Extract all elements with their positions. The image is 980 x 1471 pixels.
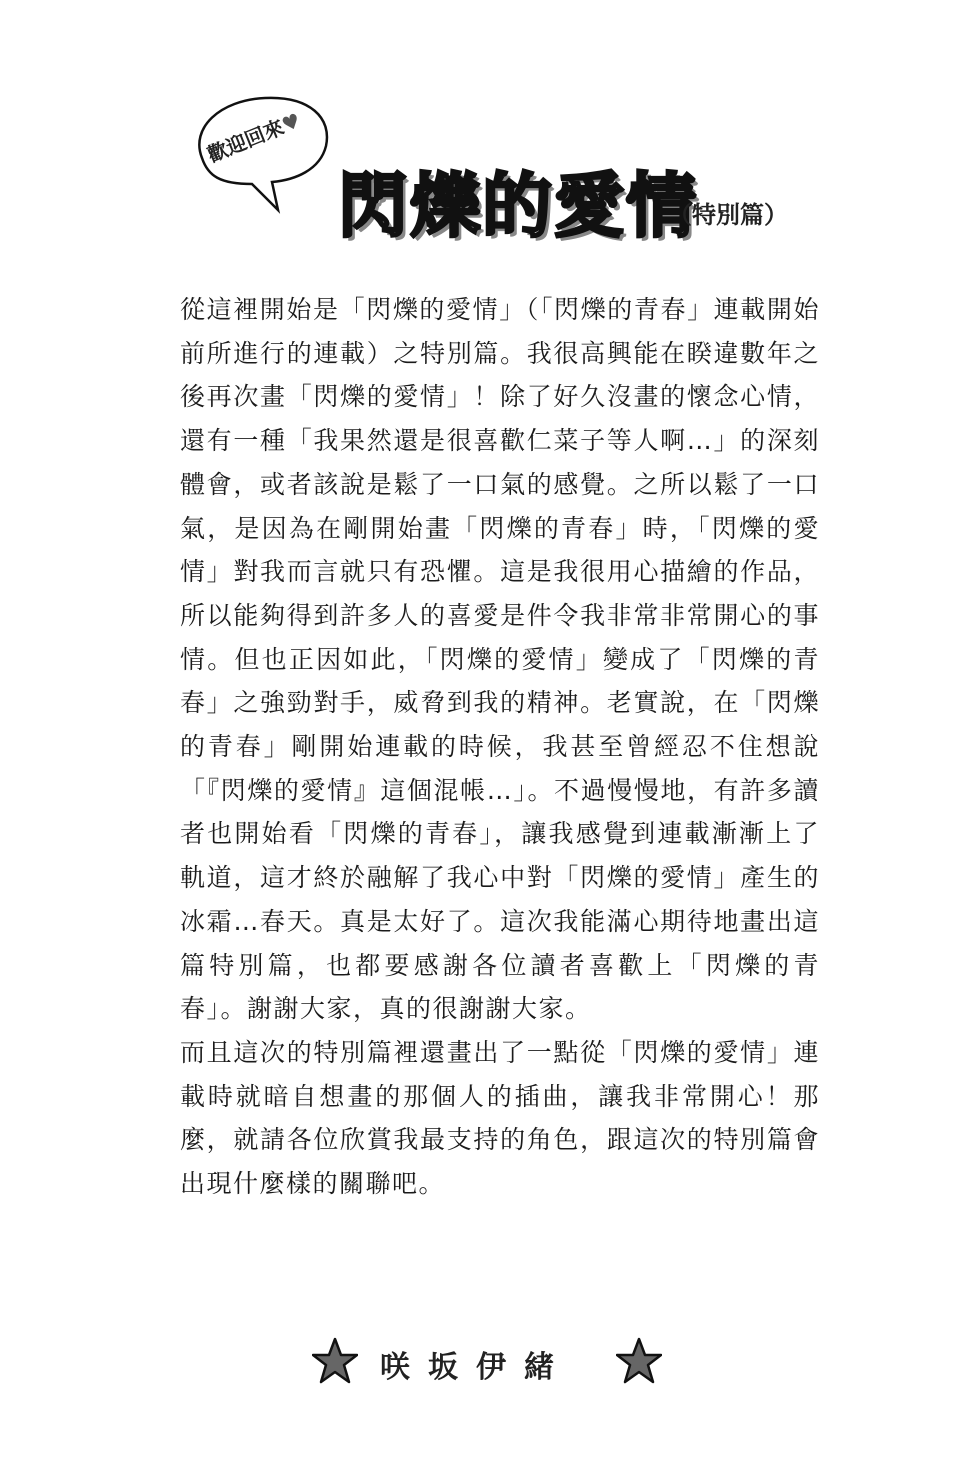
heart-icon: ♥ <box>278 108 304 138</box>
body-paragraph-2: 而且這次的特別篇裡還畫出了一點從「閃爍的愛情」連載時就暗自想畫的那個人的插曲，讓我非常開心！那麼，就請各位欣賞我最支持的角色，跟這次的特別篇會出現什麼樣的關聯吧。 <box>180 1037 820 1199</box>
speech-bubble-outline <box>180 88 340 218</box>
body-paragraph-1: 從這裡開始是「閃爍的愛情」（「閃爍的青春」連載開始前所進行的連載）之特別篇。我很高興能在睽違數年之後再次畫「閃爍的愛情」！除了好久沒畫的懷念心情，還有一種「我果然還是很喜歡仁菜子等人啊…」的深刻體會，或者該說是鬆了一口氣的感覺。之所以鬆了一口氣，是因為在剛開始畫「閃爍的青春」時，「閃爍的愛情」對我而言就只有恐懼。這是我很用心描繪的作品，所以能夠得到許多人的喜愛是件令我非常非常開心的事情。但也正因如此，「閃爍的愛情」變成了「閃爍的青春」之強勁對手，威脅到我的精神。老實說，在「閃爍的青春」剛開始連載的時候，我甚至曾經忍不住想說「『閃爍的愛情』這個混帳…」。不過慢慢地，有許多讀者也開始看「閃爍的青春」，讓我感覺到連載漸漸上了軌道，這才終於融解了我心中對「閃爍的愛情」產生的冰霜…春天。真是太好了。這次我能滿心期待地畫出這篇特別篇，也都要感謝各位讀者喜歡上「閃爍的青春」。謝謝大家，真的很謝謝大家。 <box>180 295 820 1024</box>
page-title: 閃爍的愛情 <box>338 165 698 247</box>
speech-bubble <box>180 88 340 218</box>
author-name: 咲坂伊緒 <box>380 1350 572 1385</box>
page-subtitle: （特別篇） <box>668 201 788 229</box>
body-text <box>180 288 820 1206</box>
star-icon <box>616 1336 662 1386</box>
signature <box>312 1336 662 1392</box>
bubble-text: 歡迎回來♥ <box>204 108 304 168</box>
star-icon <box>312 1336 358 1386</box>
